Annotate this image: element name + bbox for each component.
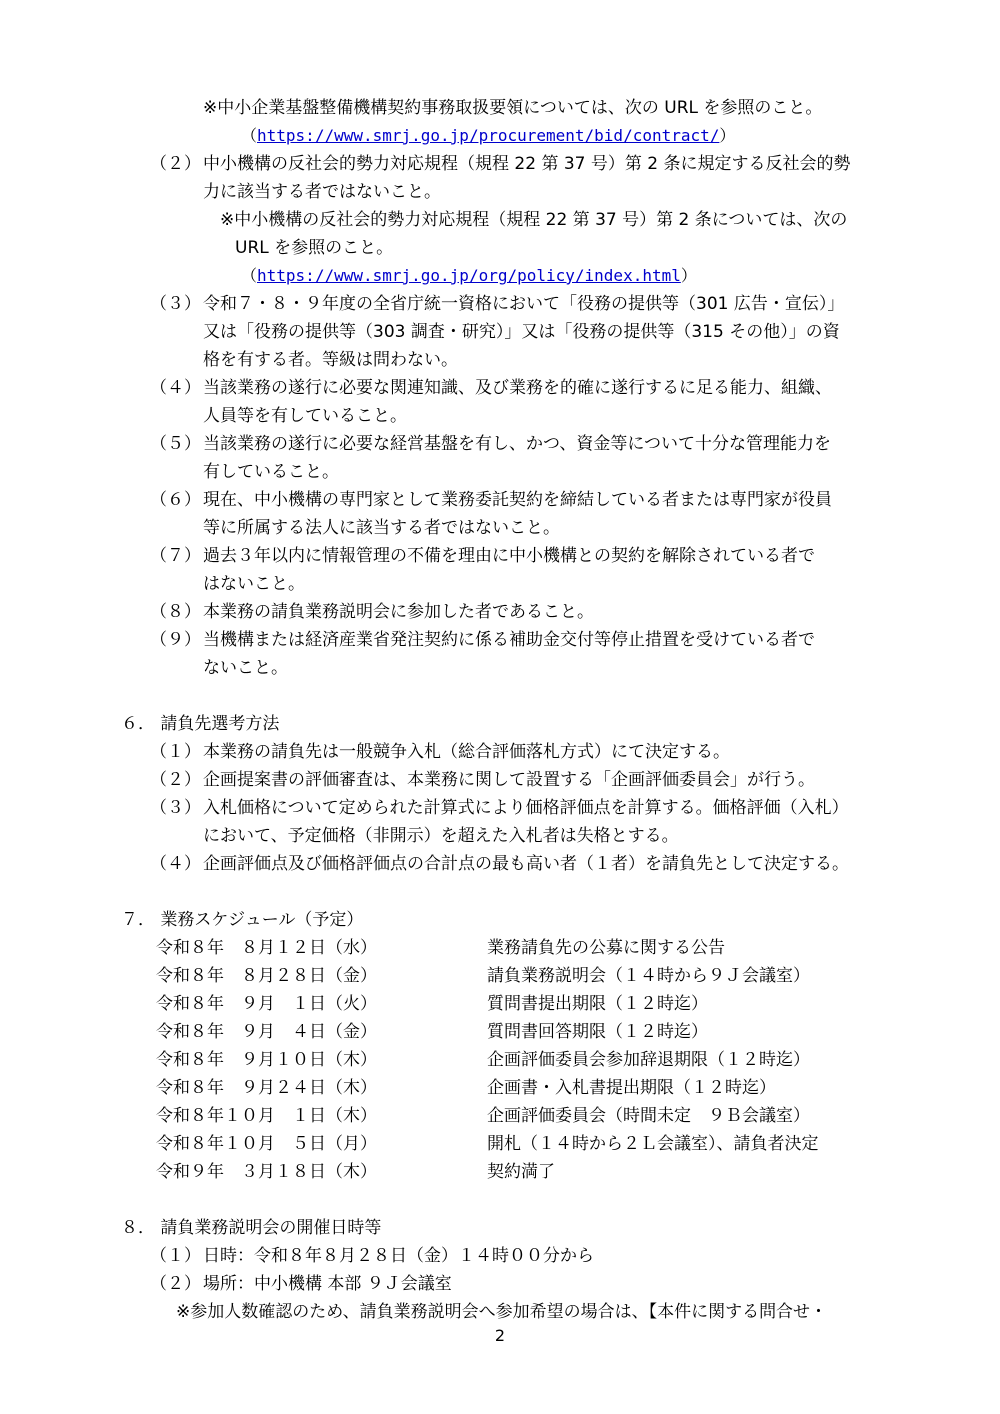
- note-antisocial: ※中小機構の反社会的勢力対応規程（規程 22 第 37 号）第 2 条については、次の: [220, 210, 848, 230]
- section-heading: ７． 業務スケジュール（予定）: [121, 910, 364, 930]
- section-heading: ８． 請負業務説明会の開催日時等: [121, 1218, 382, 1238]
- schedule-event: 業務請負先の公募に関する公告: [487, 938, 725, 958]
- item-text: 令和７・８・９年度の全省庁統一資格において「役務の提供等（301 広告・宣伝）」: [203, 294, 845, 314]
- item-number: （２）: [150, 154, 201, 174]
- item-text: 本業務の請負業務説明会に参加した者であること。: [203, 602, 594, 622]
- item-number: （５）: [150, 434, 201, 454]
- schedule-date: 令和８年 ９月 １日（火）: [156, 994, 377, 1014]
- schedule-date: 令和８年 ９月２４日（木）: [156, 1078, 377, 1098]
- item-text: 格を有する者。等級は問わない。: [203, 350, 458, 370]
- item-number: （８）: [150, 602, 201, 622]
- schedule-date: 令和８年 ８月２８日（金）: [156, 966, 377, 986]
- note-participation: ※参加人数確認のため、請負業務説明会へ参加希望の場合は、【本件に関する問合せ・: [176, 1302, 828, 1322]
- schedule-event: 企画評価委員会（時間未定 ９Ｂ会議室）: [487, 1106, 810, 1126]
- schedule-event: 契約満了: [487, 1162, 555, 1182]
- briefing-datetime: 日時：令和８年８月２８日（金）１４時００分から: [203, 1246, 594, 1266]
- item-number: （２）: [150, 770, 201, 790]
- url-policy-line: （https://www.smrj.go.jp/org/policy/index.html）: [241, 266, 697, 285]
- item-number: （２）: [150, 1274, 201, 1294]
- item-number: （１）: [150, 1246, 201, 1266]
- schedule-date: 令和８年１０月 １日（木）: [156, 1106, 377, 1126]
- note-antisocial: URL を参照のこと。: [235, 238, 394, 258]
- schedule-event: 開札（１４時から２Ｌ会議室）、請負者決定: [487, 1134, 819, 1154]
- url-policy-link[interactable]: https://www.smrj.go.jp/org/policy/index.html: [257, 266, 681, 285]
- item-text: はないこと。: [203, 574, 305, 594]
- item-text: 当機構または経済産業省発注契約に係る補助金交付等停止措置を受けている者で: [203, 630, 815, 650]
- url-contract-link[interactable]: https://www.smrj.go.jp/procurement/bid/contract/: [257, 126, 720, 145]
- item-number: （３）: [150, 294, 201, 314]
- item-text: 企画評価点及び価格評価点の合計点の最も高い者（１者）を請負先として決定する。: [203, 854, 849, 874]
- item-text: 企画提案書の評価審査は、本業務に関して設置する「企画評価委員会」が行う。: [203, 770, 815, 790]
- schedule-event: 企画書・入札書提出期限（１２時迄）: [487, 1078, 776, 1098]
- schedule-date: 令和８年 ９月 ４日（金）: [156, 1022, 377, 1042]
- schedule-date: 令和９年 ３月１８日（木）: [156, 1162, 377, 1182]
- item-text: 力に該当する者ではないこと。: [203, 182, 441, 202]
- item-text: ないこと。: [203, 658, 288, 678]
- item-text: 入札価格について定められた計算式により価格評価点を計算する。価格評価（入札）: [203, 798, 849, 818]
- item-text: 本業務の請負先は一般競争入札（総合評価落札方式）にて決定する。: [203, 742, 730, 762]
- item-text: 又は「役務の提供等（303 調査・研究）」又は「役務の提供等（315 その他）」の資: [203, 322, 840, 342]
- item-number: （４）: [150, 854, 201, 874]
- section-heading: ６． 請負先選考方法: [121, 714, 280, 734]
- item-number: （３）: [150, 798, 201, 818]
- item-text: 当該業務の遂行に必要な経営基盤を有し、かつ、資金等について十分な管理能力を: [203, 434, 831, 454]
- item-text: 人員等を有していること。: [203, 406, 407, 426]
- item-number: （４）: [150, 378, 201, 398]
- schedule-event: 質問書回答期限（１２時迄）: [487, 1022, 708, 1042]
- page-number: 2: [494, 1326, 506, 1345]
- schedule-date: 令和８年１０月 ５日（月）: [156, 1134, 377, 1154]
- schedule-date: 令和８年 ８月１２日（水）: [156, 938, 377, 958]
- schedule-event: 企画評価委員会参加辞退期限（１２時迄）: [487, 1050, 810, 1070]
- item-text: 有していること。: [203, 462, 339, 482]
- item-text: 現在、中小機構の専門家として業務委託契約を締結している者または専門家が役員: [203, 490, 832, 510]
- item-number: （７）: [150, 546, 201, 566]
- item-text: 過去３年以内に情報管理の不備を理由に中小機構との契約を解除されている者で: [203, 546, 815, 566]
- item-text: 中小機構の反社会的勢力対応規程（規程 22 第 37 号）第 2 条に規定する反社会的勢: [203, 154, 851, 174]
- item-text: 等に所属する法人に該当する者ではないこと。: [203, 518, 560, 538]
- schedule-event: 請負業務説明会（１４時から９Ｊ会議室）: [487, 966, 810, 986]
- item-number: （６）: [150, 490, 201, 510]
- item-text: において、予定価格（非開示）を超えた入札者は失格とする。: [203, 826, 679, 846]
- schedule-event: 質問書提出期限（１２時迄）: [487, 994, 708, 1014]
- item-text: 当該業務の遂行に必要な関連知識、及び業務を的確に遂行するに足る能力、組織、: [203, 378, 832, 398]
- url-contract-line: （https://www.smrj.go.jp/procurement/bid/contract/）: [241, 126, 736, 145]
- briefing-place: 場所：中小機構 本部 ９Ｊ会議室: [203, 1274, 452, 1294]
- item-number: （９）: [150, 630, 201, 650]
- note-contract-rules: ※中小企業基盤整備機構契約事務取扱要領については、次の URL を参照のこと。: [203, 98, 823, 118]
- item-number: （１）: [150, 742, 201, 762]
- schedule-date: 令和８年 ９月１０日（木）: [156, 1050, 377, 1070]
